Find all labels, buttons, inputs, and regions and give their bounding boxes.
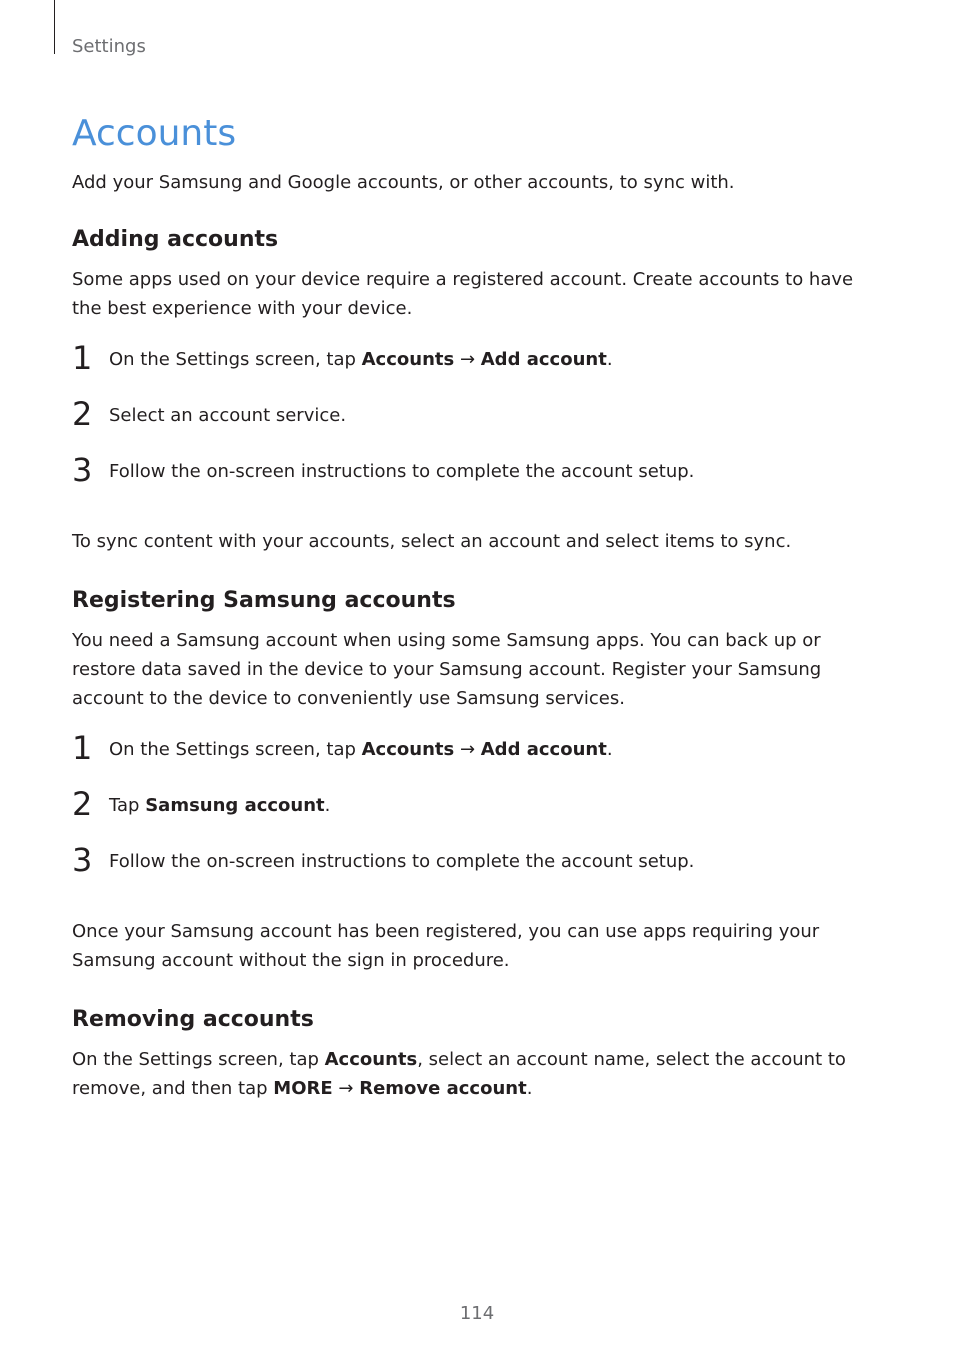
- bold-term: MORE: [273, 1078, 333, 1099]
- text-run: On the Settings screen, tap: [109, 349, 362, 370]
- step-item: [72, 731, 882, 787]
- step-text: [109, 401, 346, 430]
- step-item: [72, 453, 882, 509]
- text-run: .: [526, 1078, 533, 1099]
- section-note: Once your Samsung account has been registered, you can use apps requiring your Samsung account without the sign in procedure.: [72, 921, 820, 971]
- step-text: [109, 735, 613, 764]
- text-run: →: [332, 1078, 360, 1099]
- step-item: [72, 341, 882, 397]
- step-number: 1: [72, 729, 93, 767]
- text-run: Select an account service.: [109, 405, 347, 426]
- step-number: 3: [72, 841, 93, 879]
- section-heading: Removing accounts: [72, 1007, 314, 1032]
- text-run: .: [606, 739, 613, 760]
- bold-term: Accounts: [361, 349, 455, 370]
- header-rule: [54, 0, 55, 54]
- step-item: [72, 397, 882, 453]
- bold-term: Accounts: [324, 1049, 418, 1070]
- step-list: [72, 341, 882, 509]
- section-adding-accounts: [72, 225, 882, 556]
- text-run: →: [454, 739, 481, 760]
- section-removing-accounts: [72, 1005, 882, 1103]
- step-number: 1: [72, 339, 93, 377]
- step-text: [109, 847, 694, 876]
- intro-text: Add your Samsung and Google accounts, or other accounts, to sync with.: [72, 172, 735, 193]
- text-run: →: [454, 349, 481, 370]
- step-number: 2: [72, 785, 93, 823]
- section-note: To sync content with your accounts, select an account and select items to sync.: [72, 531, 792, 552]
- section-heading: Registering Samsung accounts: [72, 588, 456, 613]
- bold-term: Samsung account: [145, 795, 325, 816]
- bold-term: Accounts: [361, 739, 455, 760]
- page-title: Accounts: [72, 113, 237, 154]
- text-run: On the Settings screen, tap: [72, 1049, 325, 1070]
- section-heading: Adding accounts: [72, 227, 279, 252]
- bold-term: Add account: [480, 739, 607, 760]
- text-run: .: [606, 349, 613, 370]
- chapter-label: Settings: [72, 36, 146, 57]
- text-run: Follow the on-screen instructions to complete the account setup.: [109, 461, 695, 482]
- text-run: Tap: [109, 795, 146, 816]
- section-description: You need a Samsung account when using some Samsung apps. You can back up or restore data saved in the device to your Samsung account. Register your Samsung account to the device to conveniently use Samsung services.: [72, 630, 822, 709]
- page-content: [72, 168, 882, 1121]
- step-text: [109, 791, 330, 820]
- step-text: [109, 457, 694, 486]
- bold-term: Add account: [480, 349, 607, 370]
- section-registering-samsung-accounts: [72, 586, 882, 975]
- text-run: .: [324, 795, 331, 816]
- bold-term: Remove account: [359, 1078, 527, 1099]
- step-text: [109, 345, 613, 374]
- section-description: Some apps used on your device require a registered account. Create accounts to have the best experience with your device.: [72, 269, 854, 319]
- step-item: [72, 843, 882, 899]
- text-run: On the Settings screen, tap: [109, 739, 362, 760]
- step-number: 2: [72, 395, 93, 433]
- step-number: 3: [72, 451, 93, 489]
- step-item: [72, 787, 882, 843]
- step-list: [72, 731, 882, 899]
- text-run: Follow the on-screen instructions to complete the account setup.: [109, 851, 695, 872]
- section-description: [72, 1045, 882, 1103]
- page-number: 114: [459, 1303, 495, 1324]
- text-run: , select an account name, select the account to remove, and then tap: [72, 1049, 846, 1099]
